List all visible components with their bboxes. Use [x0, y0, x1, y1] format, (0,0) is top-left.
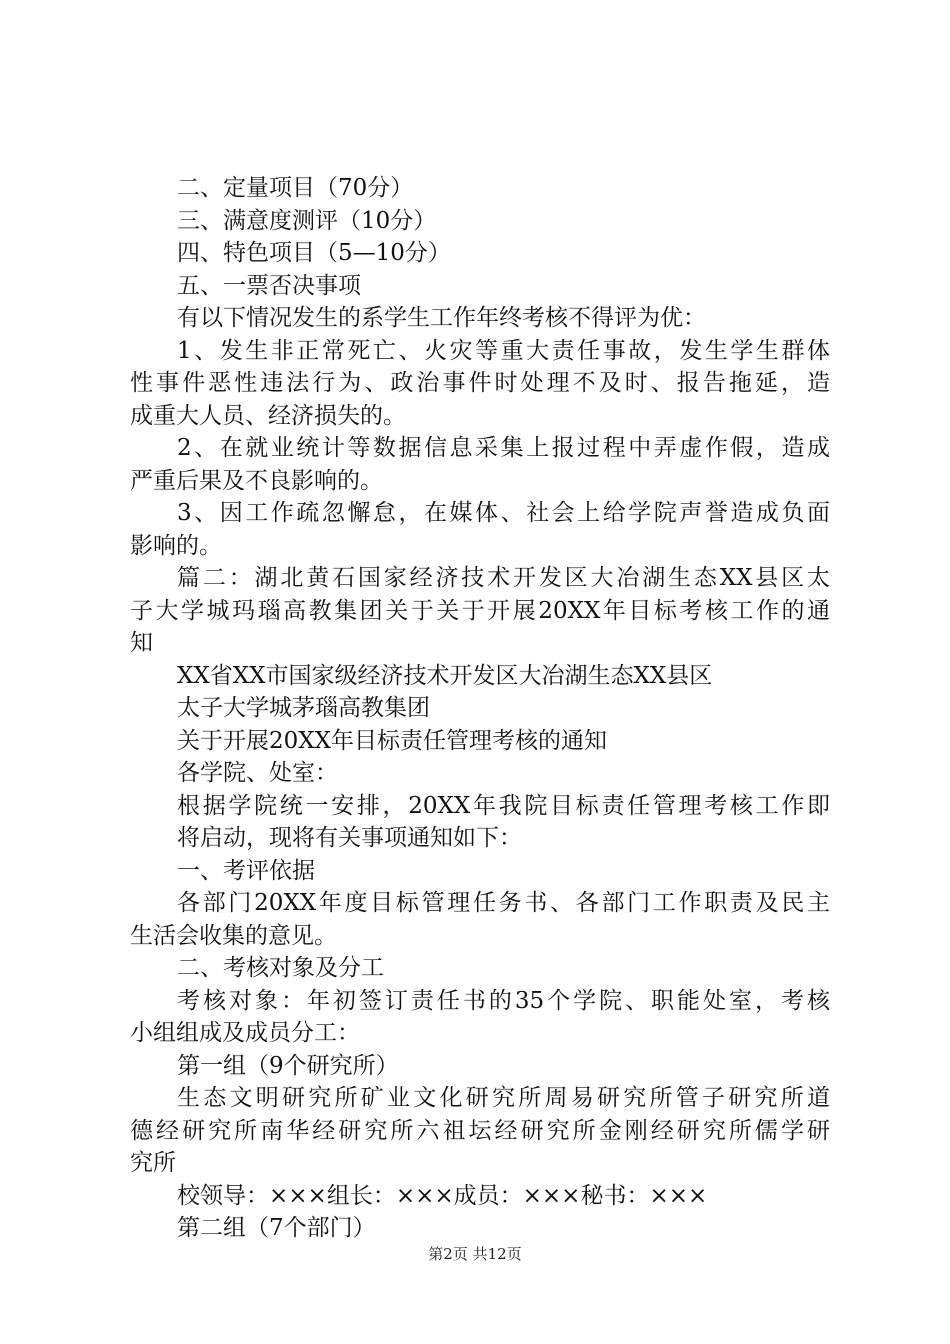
text-line: 各学院、处室：: [177, 760, 338, 786]
text-line: 校领导：×××组长：×××成员：×××秘书：×××: [177, 1182, 708, 1209]
text-line: 严重后果及不良影响的。: [130, 467, 383, 494]
page-footer: 第2页 共12页: [428, 1245, 522, 1263]
text-line: 四、特色项目（5—10分）: [177, 240, 451, 266]
text-line: 第一组（9个研究所）: [177, 1052, 399, 1079]
text-line: 德经研究所南华经研究所六祖坛经研究所金刚经研究所儒学研: [130, 1117, 830, 1144]
text-line: 成重大人员、经济损失的。: [130, 402, 406, 429]
text-line: 影响的。: [130, 532, 222, 559]
text-line: 究所: [130, 1150, 176, 1176]
text-line: 子大学城玛瑙高教集团关于关于开展20XX年目标考核工作的通: [130, 597, 830, 624]
text-line: 各部门20XX年度目标管理任务书、各部门工作职责及民主: [177, 890, 830, 916]
text-line: 3、因工作疏忽懈怠，在媒体、社会上给学院声誉造成负面: [177, 500, 830, 526]
text-line: XX省XX市国家级经济技术开发区大冶湖生态XX县区: [177, 662, 713, 689]
text-line: 生态文明研究所矿业文化研究所周易研究所管子研究所道: [177, 1085, 830, 1111]
text-line: 1、发生非正常死亡、火灾等重大责任事故，发生学生群体: [177, 337, 830, 364]
text-line: 关于开展20XX年目标责任管理考核的通知: [177, 727, 608, 754]
text-line: 五、一票否决事项: [177, 272, 361, 299]
text-line: 太子大学城茅瑙高教集团: [177, 695, 430, 721]
text-line: 三、满意度测评（10分）: [177, 207, 437, 234]
text-line: 生活会收集的意见。: [130, 922, 337, 949]
document-body: [130, 172, 830, 1245]
text-line: 考核对象：年初签订责任书的35个学院、职能处室，考核: [177, 987, 830, 1014]
text-line: 性事件恶性违法行为、政治事件时处理不及时、报告拖延，造: [130, 370, 830, 396]
text-line: 二、定量项目（70分）: [177, 175, 414, 201]
text-line: 有以下情况发生的系学生工作年终考核不得评为优：: [177, 305, 706, 331]
text-line: 二、考核对象及分工: [177, 955, 384, 981]
text-line: 一、考评依据: [177, 857, 315, 884]
text-line: 小组组成及成员分工：: [130, 1020, 360, 1046]
text-line: 根据学院统一安排，20XX年我院目标责任管理考核工作即: [177, 792, 830, 819]
text-line: 2、在就业统计等数据信息采集上报过程中弄虚作假，造成: [177, 435, 830, 461]
text-line: 篇二：湖北黄石国家经济技术开发区大冶湖生态XX县区太: [177, 565, 830, 591]
text-line: 第二组（7个部门）: [177, 1215, 376, 1241]
text-line: 知: [130, 630, 153, 656]
text-line: 将启动，现将有关事项通知如下：: [177, 825, 522, 851]
